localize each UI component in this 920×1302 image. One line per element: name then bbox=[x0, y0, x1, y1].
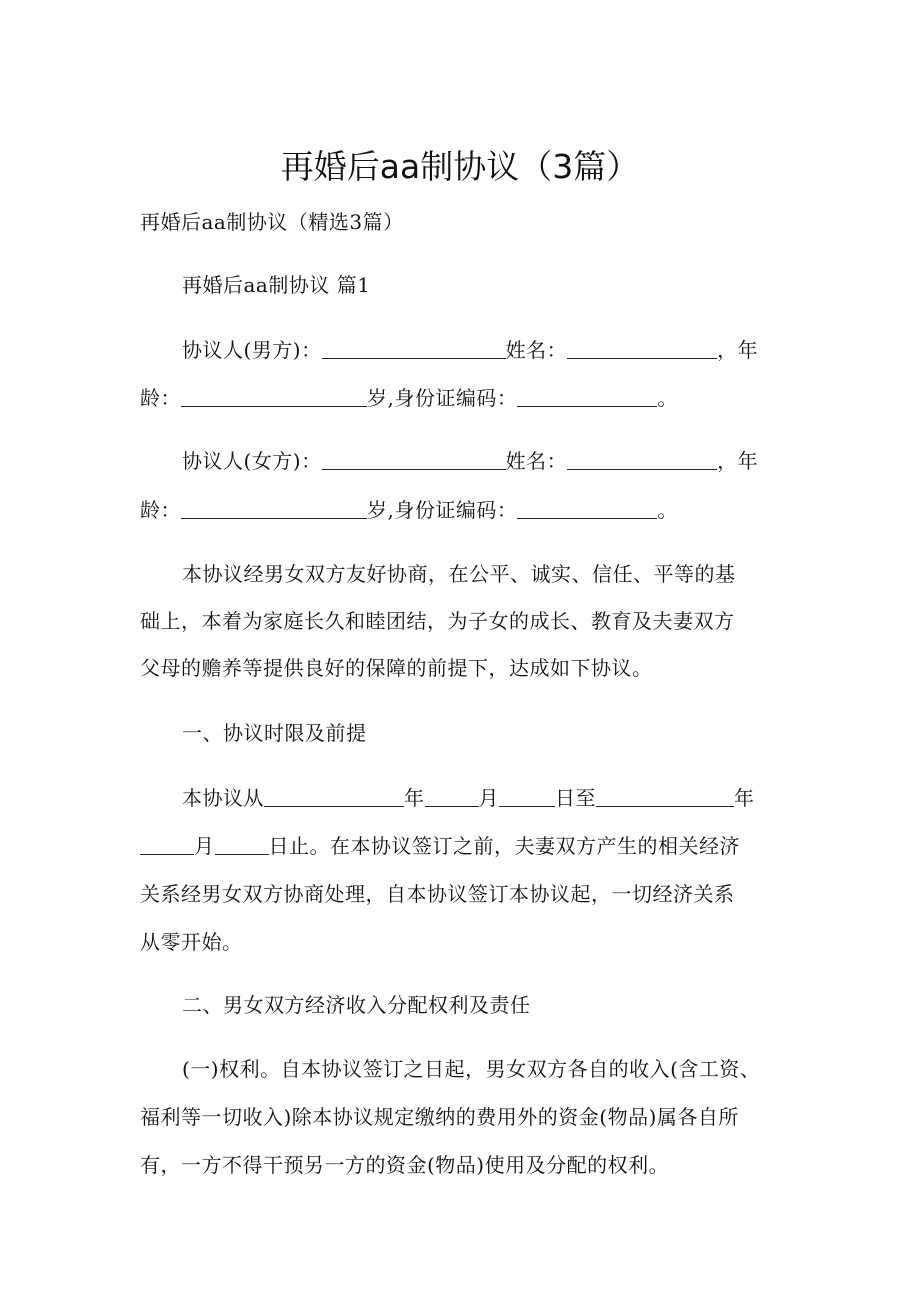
clause1-line-4: 从零开始。 bbox=[140, 930, 243, 954]
clause1-year: 年 bbox=[404, 786, 425, 810]
clause1-year2: 年 bbox=[734, 786, 755, 810]
clause1-line-2 bbox=[140, 832, 740, 860]
clause1-end-month-blank bbox=[140, 834, 194, 855]
male-age-prefix: ，年 bbox=[717, 338, 759, 362]
female-party-line bbox=[182, 447, 758, 475]
male-party-blank bbox=[322, 338, 506, 359]
clause1-end-day-blank bbox=[215, 834, 269, 855]
clause1-month-blank bbox=[425, 786, 479, 807]
clause1-end-text: 日止。在本协议签订之前，夫妻双方产生的相关经济 bbox=[268, 834, 740, 858]
female-name-blank bbox=[567, 449, 717, 470]
female-age-label: 龄： bbox=[140, 498, 181, 522]
clause1-end-year-blank bbox=[596, 786, 734, 807]
female-party-label: 协议人(女方)： bbox=[182, 449, 322, 473]
female-end: 。 bbox=[657, 498, 678, 522]
female-age-blank bbox=[181, 498, 367, 519]
document-title: 再婚后aa制协议（3篇） bbox=[280, 147, 640, 186]
clause1-month: 月 bbox=[478, 786, 499, 810]
intro-line-1: 本协议经男女双方友好协商，在公平、诚实、信任、平等的基 bbox=[182, 562, 736, 586]
clause2-heading: 二、男女双方经济收入分配权利及责任 bbox=[182, 993, 531, 1017]
clause1-heading: 一、协议时限及前提 bbox=[182, 721, 367, 745]
clause1-day-to: 日至 bbox=[555, 786, 596, 810]
clause2-line-1: (一)权利。自本协议签订之日起，男女双方各自的收入(含工资、 bbox=[182, 1057, 761, 1081]
female-id-label: 岁,身份证编码： bbox=[367, 498, 518, 522]
female-age-line bbox=[140, 496, 678, 524]
clause1-month2: 月 bbox=[194, 834, 215, 858]
female-id-blank bbox=[517, 498, 657, 519]
document-subtitle: 再婚后aa制协议（精选3篇） bbox=[140, 210, 404, 234]
male-age-label: 龄： bbox=[140, 386, 181, 410]
clause1-line-3: 关系经男女双方协商处理，自本协议签订本协议起，一切经济关系 bbox=[140, 882, 735, 906]
male-age-blank bbox=[181, 386, 367, 407]
male-name-label: 姓名： bbox=[505, 338, 568, 362]
clause2-line-3: 有，一方不得干预另一方的资金(物品)使用及分配的权利。 bbox=[140, 1153, 670, 1177]
female-name-label: 姓名： bbox=[505, 449, 568, 473]
female-party-blank bbox=[322, 449, 506, 470]
intro-line-3: 父母的赡养等提供良好的保障的前提下，达成如下协议。 bbox=[140, 656, 653, 680]
clause1-day-blank bbox=[499, 786, 555, 807]
clause2-line-2: 福利等一切收入)除本协议规定缴纳的费用外的资金(物品)属各自所 bbox=[140, 1105, 739, 1129]
male-party-line bbox=[182, 336, 758, 364]
female-age-prefix: ，年 bbox=[717, 449, 759, 473]
clause1-start-year-blank bbox=[264, 786, 404, 807]
clause1-start: 本协议从 bbox=[182, 786, 264, 810]
male-id-label: 岁,身份证编码： bbox=[367, 386, 518, 410]
intro-line-2: 础上，本着为家庭长久和睦团结，为子女的成长、教育及夫妻双方 bbox=[140, 609, 735, 633]
male-party-label: 协议人(男方)： bbox=[182, 338, 322, 362]
male-age-line bbox=[140, 384, 678, 412]
male-end: 。 bbox=[657, 386, 678, 410]
section-heading: 再婚后aa制协议 篇1 bbox=[182, 273, 371, 297]
male-id-blank bbox=[517, 386, 657, 407]
clause1-line-1 bbox=[182, 784, 755, 812]
male-name-blank bbox=[567, 338, 717, 359]
